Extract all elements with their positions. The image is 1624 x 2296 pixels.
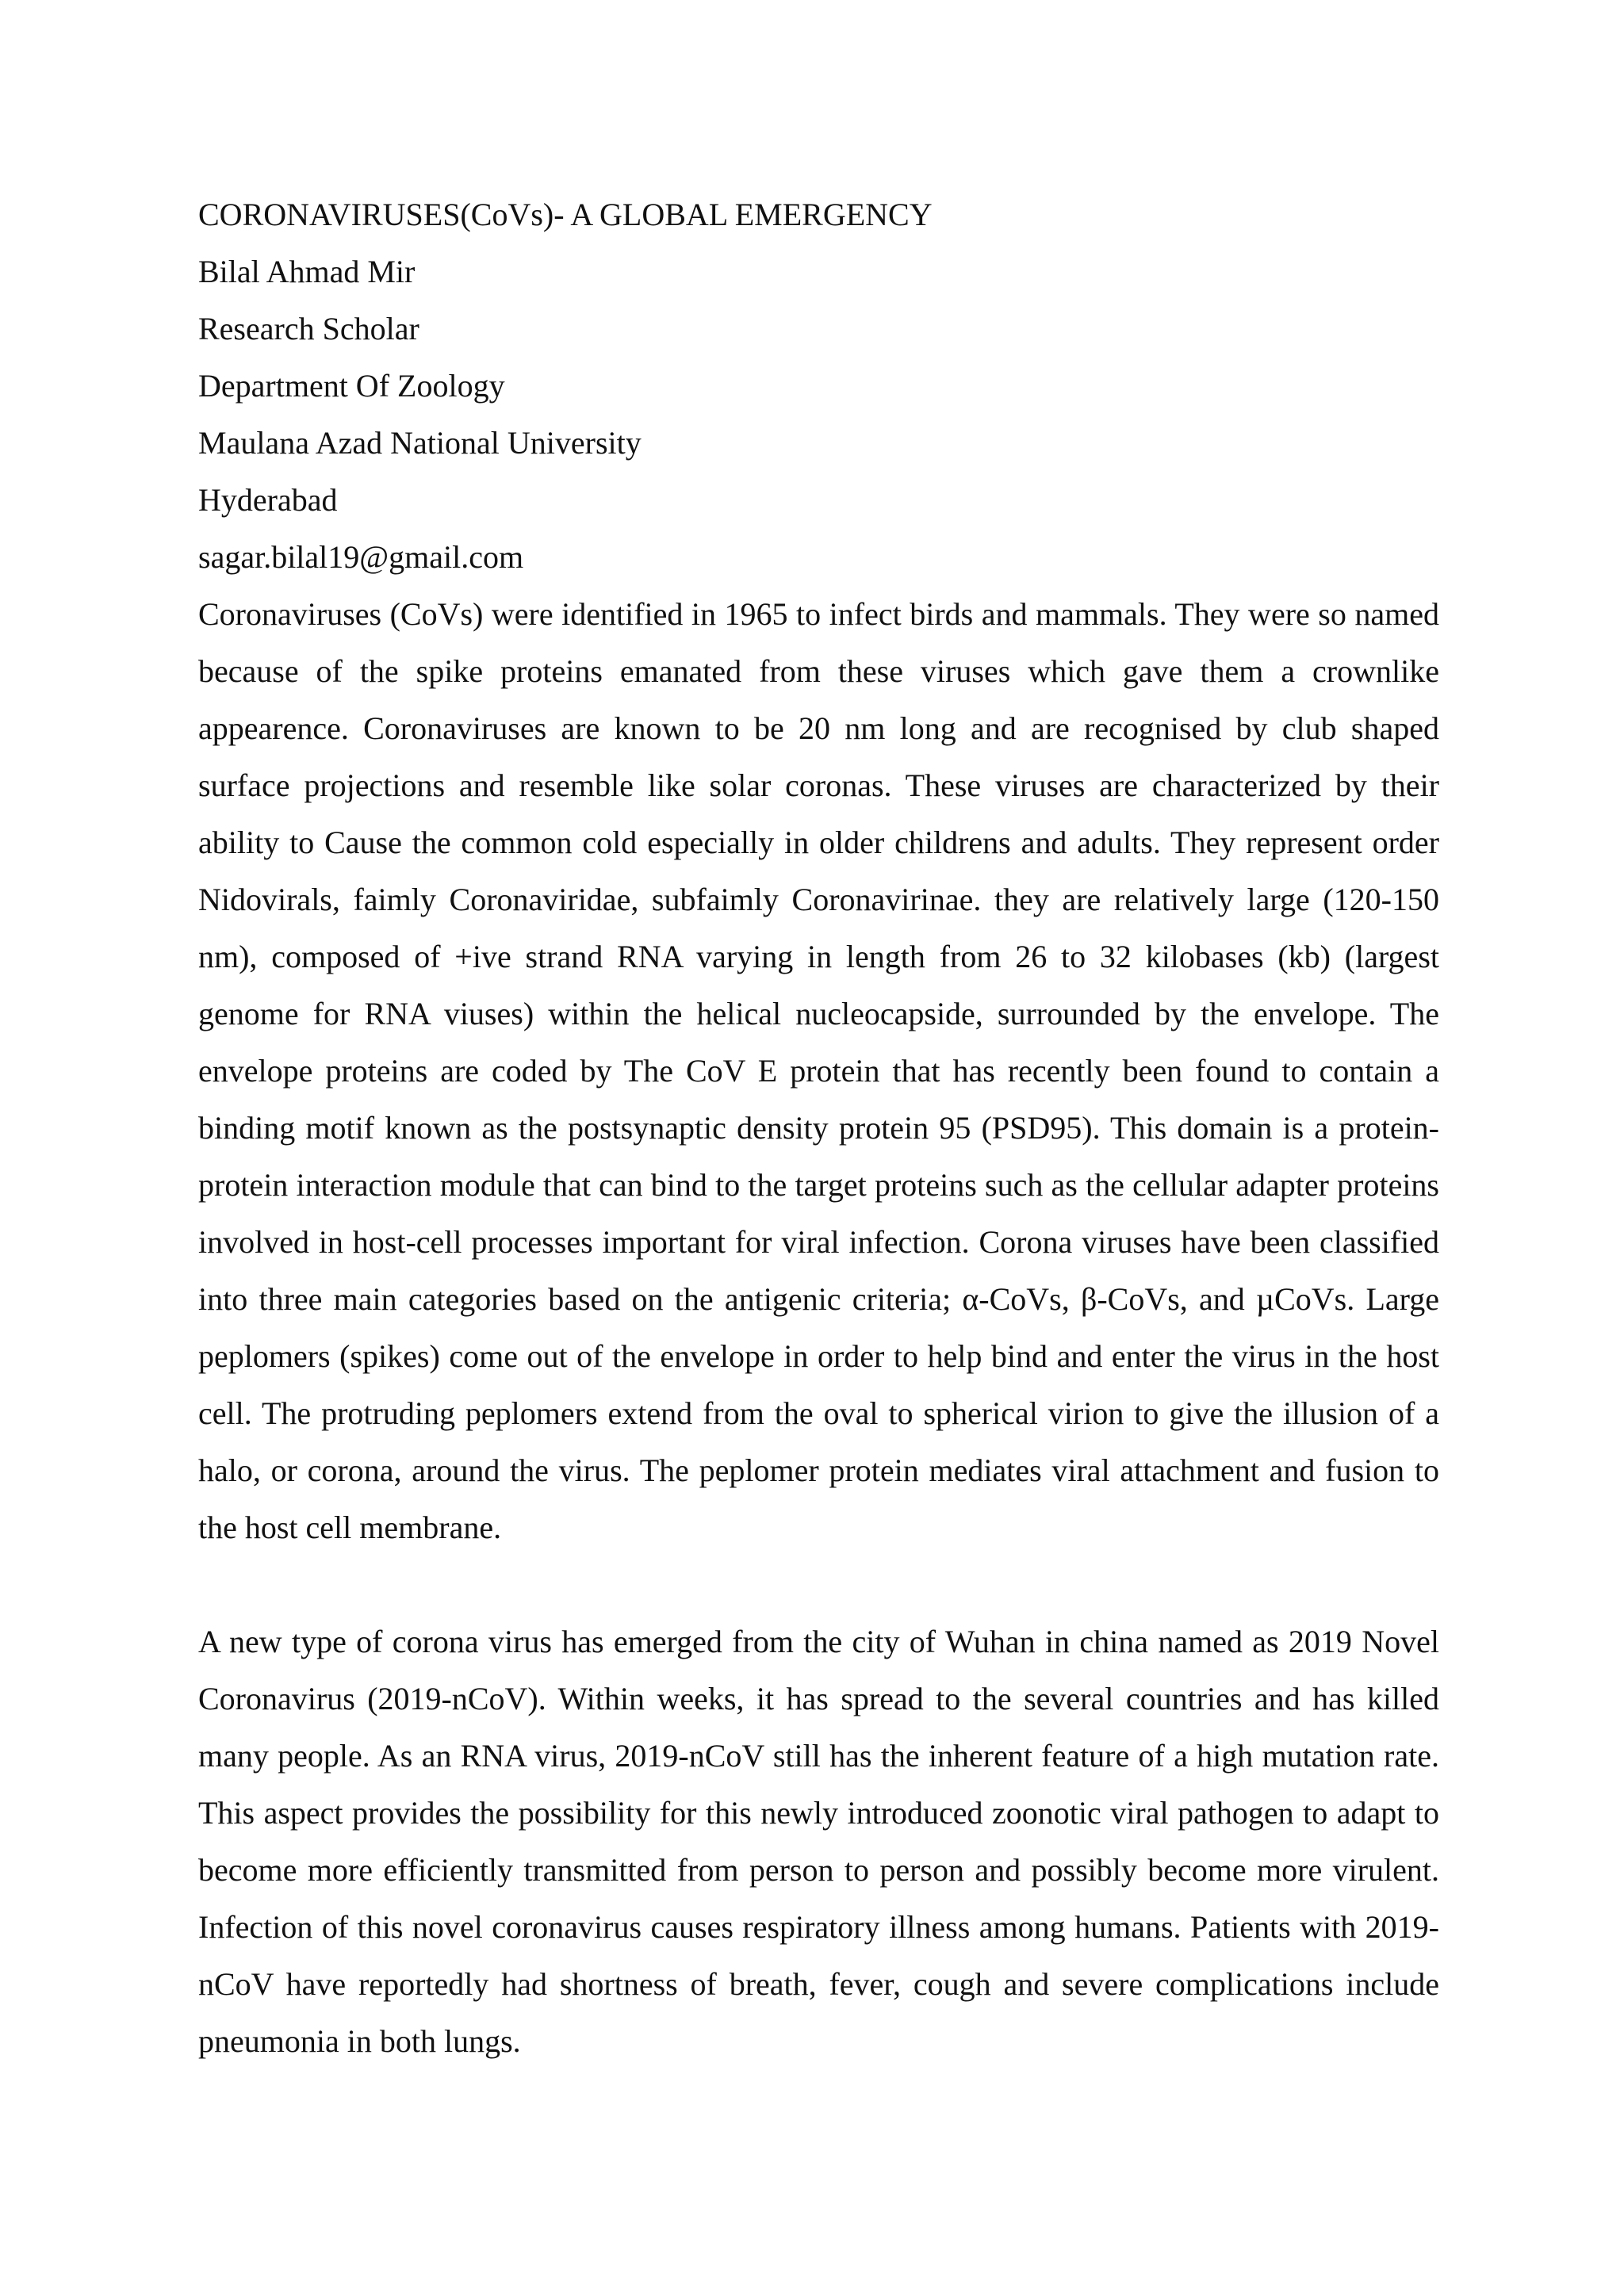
document-title: CORONAVIRUSES(CoVs)- A GLOBAL EMERGENCY — [198, 197, 933, 232]
author-department: Department Of Zoology — [198, 368, 505, 404]
paragraph-spacer — [198, 1556, 1439, 1613]
author-email: sagar.bilal19@gmail.com — [198, 539, 524, 575]
author-city: Hyderabad — [198, 482, 338, 518]
author-university: Maulana Azad National University — [198, 425, 642, 461]
document-content — [198, 186, 1439, 2070]
author-name: Bilal Ahmad Mir — [198, 254, 416, 289]
body-paragraph-2: A new type of corona virus has emerged from the city of Wuhan in china named as 2019 Novel Coronavirus (2019-nCoV). Within weeks, it has spread to the several countries and has killed many people. As an RNA virus, 2019-nCoV still has the inherent feature of a high mutation rate. This aspect provides the possibility for this newly introduced zoonotic viral pathogen to adapt to become more efficiently transmitted from person to person and possibly become more virulent. Infection of this novel coronavirus causes respiratory illness among humans. Patients with 2019-nCoV have reportedly had shortness of breath, fever, cough and severe complications include pneumonia in both lungs. — [198, 1624, 1439, 2059]
body-paragraph-1: Coronaviruses (CoVs) were identified in 1965 to infect birds and mammals. They were so named because of the spike proteins emanated from these viruses which gave them a crownlike appearence. Coronaviruses are known to be 20 nm long and are recognised by club shaped surface projections and resemble like solar coronas. These viruses are characterized by their ability to Cause the common cold especially in older childrens and adults. They represent order Nidovirals, faimly Coronaviridae, subfaimly Coronavirinae. they are relatively large (120-150 nm), composed of +ive strand RNA varying in length from 26 to 32 kilobases (kb) (largest genome for RNA viuses) within the helical nucleocapside, surrounded by the envelope. The envelope proteins are coded by The CoV E protein that has recently been found to contain a binding motif known as the postsynaptic density protein 95 (PSD95). This domain is a protein-protein interaction module that can bind to the target proteins such as the cellular adapter proteins involved in host-cell processes important for viral infection. Corona viruses have been classified into three main categories based on the antigenic criteria; α-CoVs, β-CoVs, and µCoVs. Large peplomers (spikes) come out of the envelope in order to help bind and enter the virus in the host cell. The protruding peplomers extend from the oval to spherical virion to give the illusion of a halo, or corona, around the virus. The peplomer protein mediates viral attachment and fusion to the host cell membrane. — [198, 596, 1439, 1545]
author-position: Research Scholar — [198, 311, 419, 346]
